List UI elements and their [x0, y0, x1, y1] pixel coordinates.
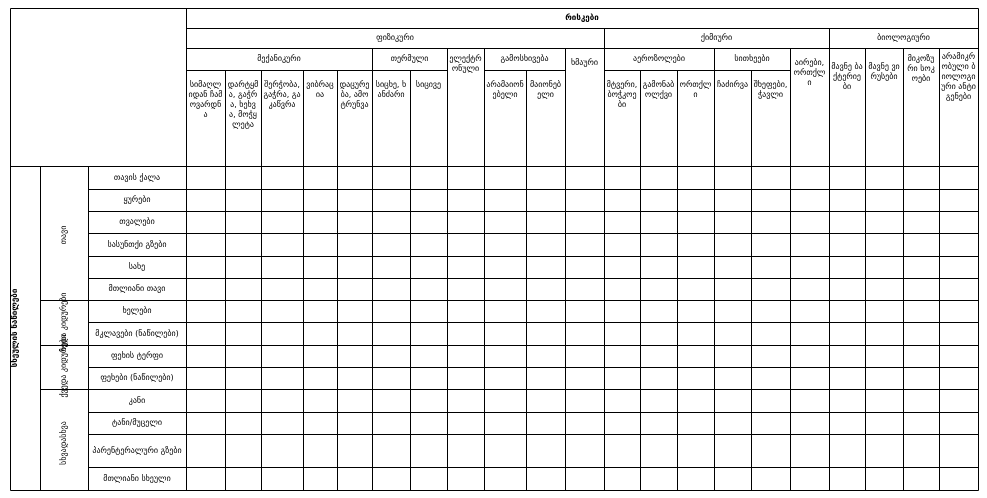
group-biological: ბიოლოგიური: [877, 33, 930, 42]
subgroup-radiation: გამოსხივება: [500, 54, 549, 63]
col-fungi: მიკოზური სოკოები: [907, 54, 935, 83]
subgroup-liquids: სითხეები: [734, 54, 770, 63]
col-harmful-viruses: მავნე ვირუსები: [868, 62, 900, 81]
group-physical: ფიზიკური: [376, 33, 414, 42]
row-label-skull: თავის ქალა: [113, 172, 161, 182]
col-dust-fibres: მტვერი, ბოჭკოები: [606, 80, 638, 109]
side-group-head: თავი: [59, 225, 68, 245]
subgroup-thermal: თერმული: [390, 54, 429, 63]
col-fumes: გამონაბოლქვი: [642, 80, 675, 99]
side-group-various: სხვადასხვა: [59, 421, 68, 465]
row-label-legs: ფეხები (ნაწილები): [100, 373, 174, 382]
col-cold: სიცივე: [415, 80, 442, 89]
row-label-ears: ყურები: [123, 195, 151, 204]
side-main-label: სხეულის ნაწილები: [10, 288, 19, 368]
row-label-parenteral: პარენტერალური გზები: [92, 445, 182, 455]
row-label-eyes: თვალები: [119, 217, 155, 226]
row-label-whole-body: მთლიანი სხეული: [103, 473, 171, 483]
row-label-whole-head: მთლიანი თავი: [108, 284, 166, 293]
row-label-hands: ხელები: [122, 306, 152, 315]
side-group-lower-limbs: ქვედა კიდურები: [59, 334, 68, 398]
subgroup-aerosols: აეროზოლები: [633, 54, 685, 63]
row-label-arms: მკლავები (ნაწილები): [95, 328, 179, 338]
col-ionizing: მაიონებელი: [529, 80, 562, 99]
col-immersion: ჩაძირვა: [716, 80, 749, 89]
row-label-face: სახე: [128, 262, 146, 271]
subgroup-gases: აირები, ორთქლი: [793, 58, 826, 87]
col-harmful-bacteria: მავნე ბაქტერიები: [831, 62, 863, 91]
row-label-respiratory: სასუნთქი გზები: [107, 239, 167, 249]
col-impact-cut: დარტყმა, გაჭრა, ხეხვა, მოჭყლეტა: [227, 80, 259, 129]
col-vibration: ვიბრაცია: [306, 80, 334, 99]
row-label-foot: ფეხის ტერფი: [110, 351, 164, 360]
col-vapour: ორთქლი: [679, 80, 712, 99]
col-fall-from-height: სიმაღლიდან ჩამოვარდნა: [188, 80, 223, 119]
col-non-ionizing: არამაიონებელი: [486, 80, 524, 99]
col-antigens: არამიკრობული ბიოლოგიური ანტიგენები: [941, 52, 976, 101]
subgroup-mechanical: მექანიკური: [257, 54, 301, 63]
subgroup-noise: ხმაური: [570, 58, 599, 67]
row-label-skin: კანი: [128, 395, 146, 405]
col-heat-fire: სიცხე, ხანძარი: [375, 80, 407, 99]
table-title: რისკები: [565, 13, 599, 22]
col-splashes: შხეფები, ჭავლი: [753, 80, 788, 99]
col-puncture: შერჭობა, გაჭრა, გაკაწვრა: [263, 80, 301, 109]
row-label-trunk: ტანი/მუცელი: [112, 418, 162, 427]
side-group-upper-limbs: ზედა კიდურები: [59, 292, 68, 352]
group-chemical: ქიმიური: [700, 33, 733, 42]
subgroup-electrical: ელექტრონული: [449, 54, 482, 73]
col-slipping: დაცურება, ამოტრუნვა: [339, 80, 370, 109]
